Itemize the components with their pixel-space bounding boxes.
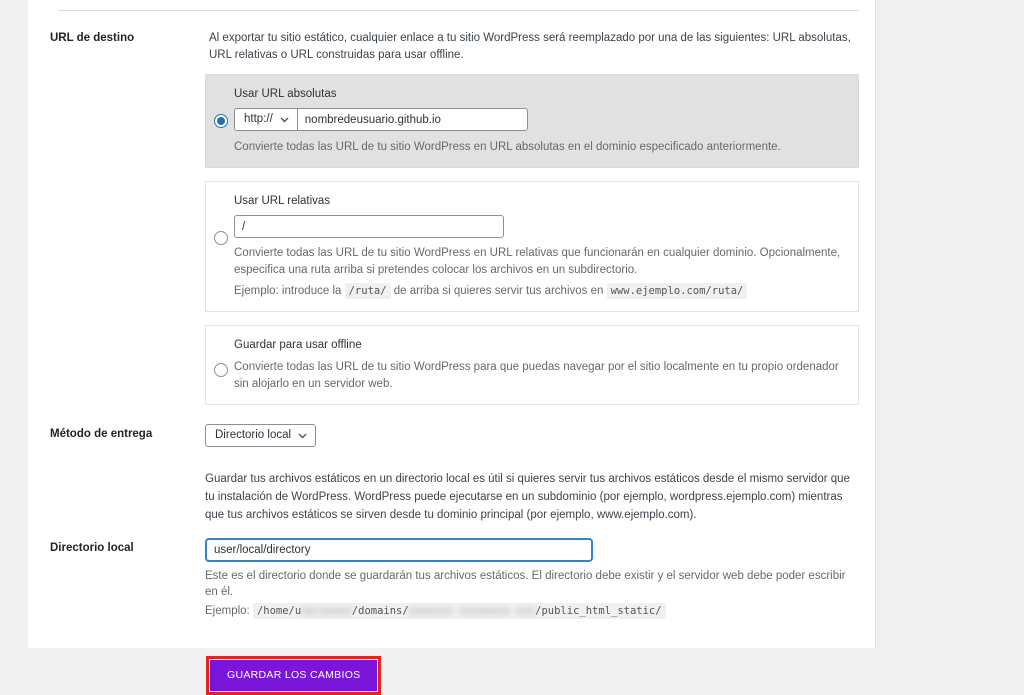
local-directory-label: Directorio local xyxy=(50,542,134,554)
section-divider xyxy=(58,10,859,11)
chevron-down-icon xyxy=(298,430,307,442)
settings-panel xyxy=(28,0,875,681)
save-changes-button[interactable]: GUARDAR LOS CAMBIOS xyxy=(210,660,377,691)
url-scheme-select-value: http:// xyxy=(244,113,273,125)
delivery-method-select-value: Directorio local xyxy=(215,429,292,441)
relative-urls-title: Usar URL relativas xyxy=(234,195,331,207)
option-box-absolute-urls xyxy=(205,74,859,168)
relative-urls-description: Convierte todas las URL de tu sitio WordPress en URL relativas que funcionarán en cualquier dominio. Opcionalmente, especifica una ruta arriba si pretendes colocar los archivos en un subdirectorio. xyxy=(234,247,841,276)
chevron-down-icon xyxy=(280,114,289,126)
relative-urls-radio[interactable] xyxy=(214,231,228,245)
form-row-delivery-method xyxy=(50,424,859,524)
option-box-offline xyxy=(205,325,859,405)
delivery-method-label: Método de entrega xyxy=(50,428,153,440)
offline-radio[interactable] xyxy=(214,363,228,377)
absolute-url-host-input[interactable] xyxy=(297,108,528,131)
redacted-username: serxxxxx xyxy=(301,605,352,617)
redacted-domain: xxxxxxx xxxxxxxx xxx xyxy=(408,605,536,617)
relative-example-prefix: Ejemplo: introduce la xyxy=(234,285,342,297)
offline-title: Guardar para usar offline xyxy=(234,339,362,351)
absolute-urls-title: Usar URL absolutas xyxy=(234,88,337,100)
example-path-part3: /public_html_static/ xyxy=(535,605,662,617)
delivery-method-content xyxy=(205,424,859,524)
relative-example-middle: de arriba si quieres servir tus archivos en xyxy=(393,285,604,297)
delivery-method-description: Guardar tus archivos estáticos en un directorio local es útil si quieres servir tus archivos estáticos desde el mismo servidor que tu instalación de WordPress. WordPress puede ejecutarse en un subdominio (por ejemplo, wordpress.ejemplo.com) mientras que tus archivos estáticos se sirven desde tu dominio principal (por ejemplo, www.ejemplo.com). xyxy=(205,473,850,521)
local-directory-example xyxy=(205,603,859,620)
form-row-destination-url xyxy=(50,28,859,405)
right-gutter xyxy=(875,0,1024,648)
save-row-label-spacer xyxy=(50,656,205,659)
delivery-method-select[interactable] xyxy=(205,424,316,447)
absolute-urls-option-content xyxy=(234,87,844,156)
relative-example-url-code: www.ejemplo.com/ruta/ xyxy=(607,283,748,299)
example-path-part1: /home/u xyxy=(256,605,302,617)
absolute-urls-controls xyxy=(234,108,844,131)
relative-urls-option-content xyxy=(234,194,844,300)
example-path-part2: /domains/ xyxy=(351,605,409,617)
directory-example-path-code xyxy=(253,603,666,619)
offline-description: Convierte todas las URL de tu sitio WordPress para que puedas navegar por el sitio localmente en tu propio ordenador sin alojarlo en un servidor web. xyxy=(234,361,839,390)
form-row-local-directory xyxy=(50,538,859,620)
absolute-urls-description: Convierte todas las URL de tu sitio WordPress en URL absolutas en el dominio especificado anteriormente. xyxy=(234,141,781,153)
local-directory-description: Este es el directorio donde se guardarán tus archivos estáticos. El directorio debe existir y el servidor web debe poder escribir en él. xyxy=(205,570,846,598)
relative-example-path-code: /ruta/ xyxy=(345,283,391,299)
absolute-urls-radio[interactable] xyxy=(214,114,228,128)
local-directory-input[interactable] xyxy=(205,538,593,562)
directory-example-prefix: Ejemplo: xyxy=(205,605,250,617)
radio-dot xyxy=(217,117,225,125)
option-box-relative-urls xyxy=(205,181,859,312)
relative-url-path-input[interactable] xyxy=(234,215,504,238)
url-scheme-select[interactable] xyxy=(234,108,298,131)
save-row-content xyxy=(205,656,859,695)
offline-option-content xyxy=(234,338,844,393)
destination-url-label: URL de destino xyxy=(50,32,135,44)
destination-url-intro-text: Al exportar tu sitio estático, cualquier enlace a tu sitio WordPress será reemplazado por una de las siguientes: URL absolutas, URL relativas o URL construidas para usar offline. xyxy=(209,32,851,61)
local-directory-content xyxy=(205,538,859,620)
red-highlight-annotation xyxy=(206,656,381,695)
form-row-save xyxy=(50,656,859,695)
left-gutter xyxy=(0,0,28,648)
relative-urls-example xyxy=(234,283,844,300)
destination-url-content xyxy=(205,28,859,405)
